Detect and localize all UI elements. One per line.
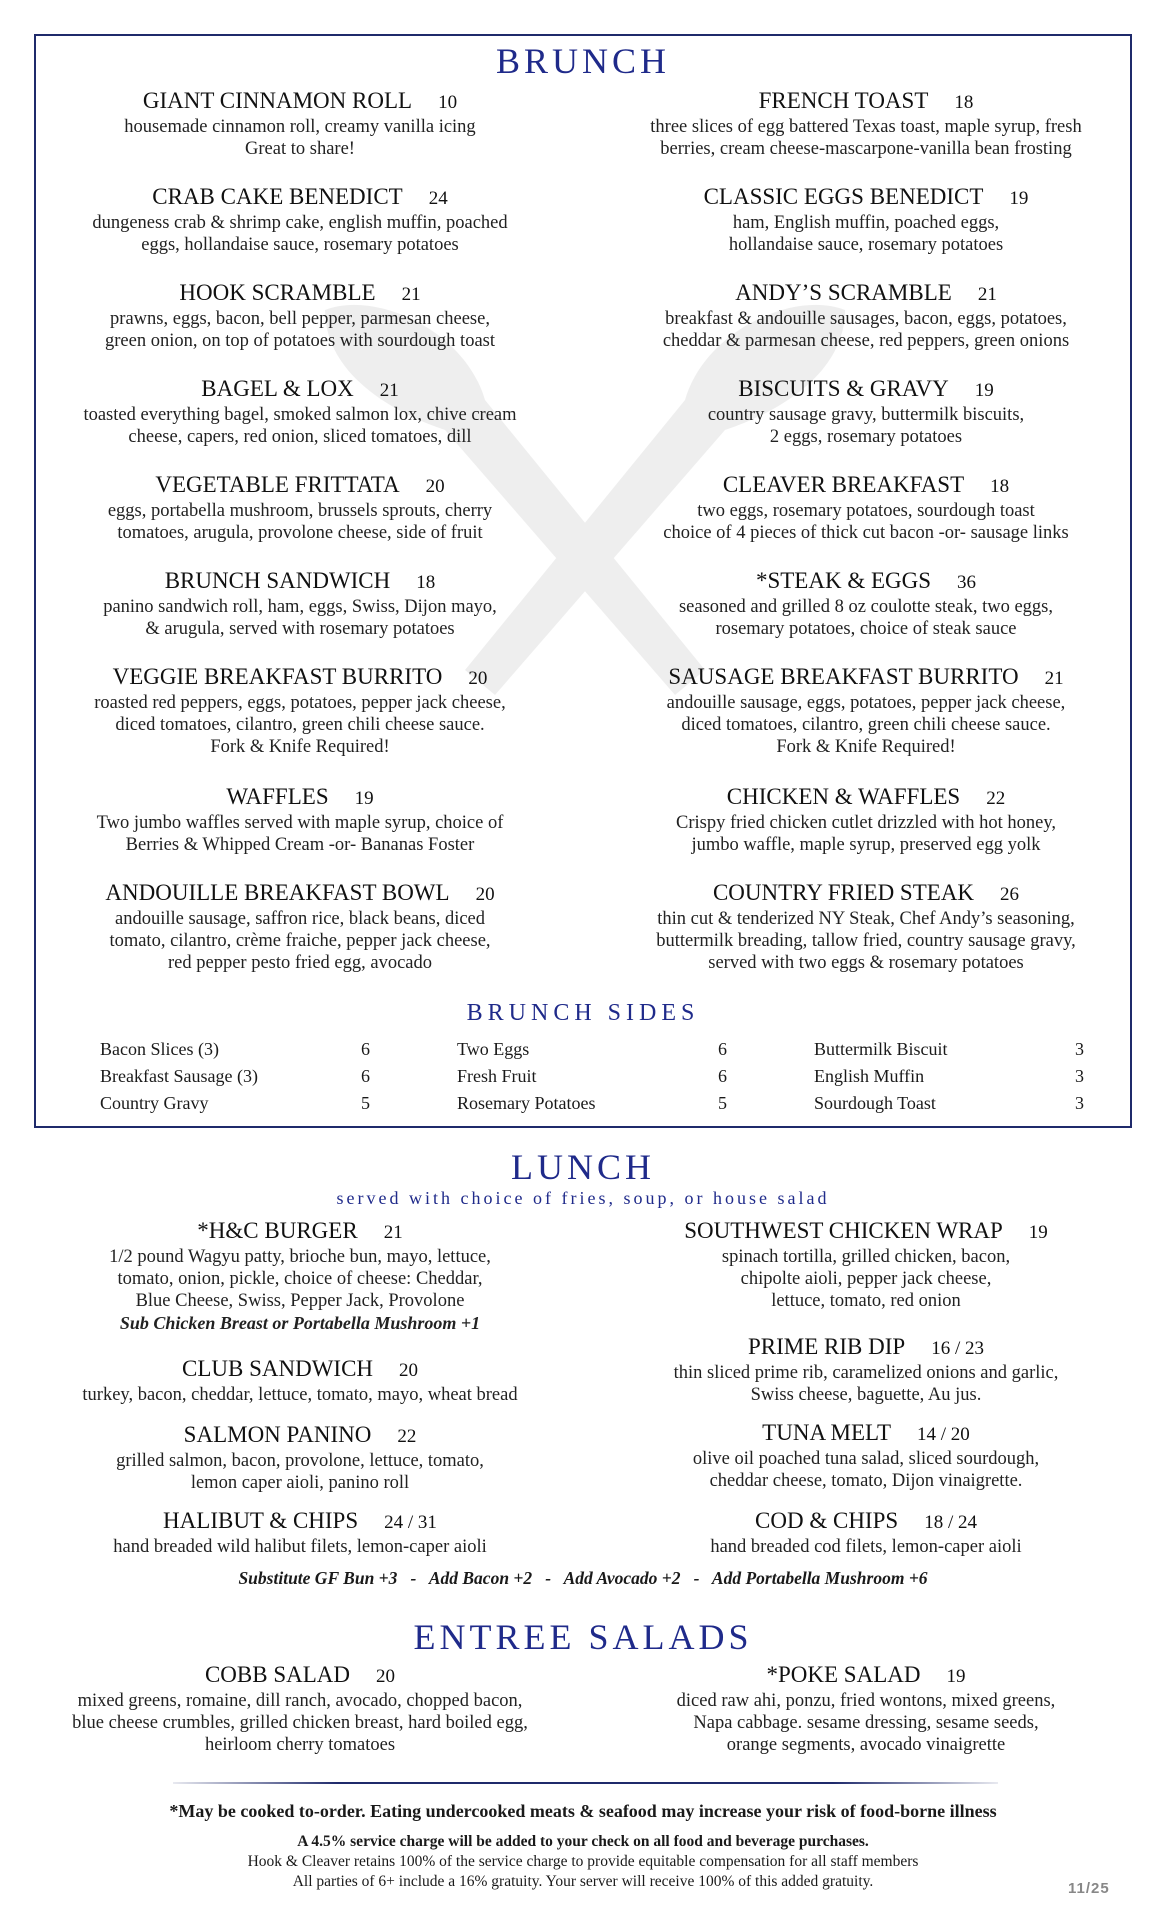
menu-item-name: VEGETABLE FRITTATA xyxy=(155,472,400,497)
menu-item-description: lettuce, tomato, red onion xyxy=(771,1291,961,1311)
side-item xyxy=(814,1036,1084,1063)
menu-item-description: Napa cabbage. sesame dressing, sesame seeds, xyxy=(693,1713,1039,1733)
menu-item-description: tomatoes, arugula, provolone cheese, side of fruit xyxy=(117,523,483,543)
menu-item-description: hand breaded wild halibut filets, lemon-caper aioli xyxy=(113,1537,487,1557)
menu-item-price: 20 xyxy=(425,476,445,497)
menu-item-description: diced tomatoes, cilantro, green chili cheese sauce. xyxy=(115,715,485,735)
menu-item-price: 18 xyxy=(954,92,974,113)
menu-item-description: cheddar cheese, tomato, Dijon vinaigrette. xyxy=(709,1471,1023,1491)
side-item-name: Two Eggs xyxy=(457,1039,530,1059)
menu-item xyxy=(596,184,1136,256)
gratuity-line: All parties of 6+ include a 16% gratuity. Your server will receive 100% of this added gratuity. xyxy=(292,1873,874,1890)
menu-item-price: 20 xyxy=(399,1360,419,1381)
menu-item-price: 19 xyxy=(946,1666,966,1687)
menu-item xyxy=(596,1218,1136,1312)
menu-item xyxy=(30,1218,570,1334)
menu-item-price: 21 xyxy=(1044,668,1064,689)
menu-item xyxy=(596,784,1136,856)
menu-item-description: Fork & Knife Required! xyxy=(776,737,956,757)
menu-item-name: COUNTRY FRIED STEAK xyxy=(712,880,975,905)
menu-item-description: ham, English muffin, poached eggs, xyxy=(732,213,1000,233)
menu-item-description: served with two eggs & rosemary potatoes xyxy=(708,953,1024,973)
side-item-price: 6 xyxy=(361,1066,370,1086)
menu-item-name: *H&C BURGER xyxy=(197,1218,358,1243)
service-charge-notice xyxy=(0,1832,1166,1892)
menu-item-description: two eggs, rosemary potatoes, sourdough toast xyxy=(697,501,1035,521)
menu-item-name: SALMON PANINO xyxy=(183,1422,372,1447)
menu-item-description: red pepper pesto fried egg, avocado xyxy=(167,953,433,973)
menu-item-description: diced raw ahi, ponzu, fried wontons, mixed greens, xyxy=(676,1691,1056,1711)
menu-item-price: 21 xyxy=(401,284,421,305)
side-item xyxy=(814,1090,1084,1117)
side-item-name: Rosemary Potatoes xyxy=(457,1093,596,1113)
menu-item-name: BISCUITS & GRAVY xyxy=(738,376,949,401)
menu-item-description: eggs, portabella mushroom, brussels sprouts, cherry xyxy=(107,501,493,521)
menu-item-price: 10 xyxy=(438,92,458,113)
side-item-price: 5 xyxy=(718,1093,727,1113)
side-item xyxy=(814,1063,1084,1090)
menu-item-description: jumbo waffle, maple syrup, preserved egg yolk xyxy=(691,835,1041,855)
menu-item-price: 21 xyxy=(379,380,399,401)
footer-divider xyxy=(173,1782,998,1784)
menu-item-description: toasted everything bagel, smoked salmon lox, chive cream xyxy=(83,405,517,425)
menu-item-price: 18 / 24 xyxy=(924,1512,977,1533)
entree-salads-title: ENTREE SALADS xyxy=(413,1617,753,1657)
menu-item-description: olive oil poached tuna salad, sliced sourdough, xyxy=(692,1449,1040,1469)
menu-item-name: FRENCH TOAST xyxy=(758,88,929,113)
lunch-addons: Substitute GF Bun +3 - Add Bacon +2 - Add Avocado +2 - Add Portabella Mushroom +6 xyxy=(238,1568,928,1588)
menu-item-name: CRAB CAKE BENEDICT xyxy=(152,184,403,209)
menu-item-description: hand breaded cod filets, lemon-caper aioli xyxy=(710,1537,1022,1557)
menu-item-description: spinach tortilla, grilled chicken, bacon, xyxy=(721,1247,1011,1267)
brunch-title: BRUNCH xyxy=(495,41,671,81)
menu-item-price: 21 xyxy=(977,284,997,305)
menu-item-description: heirloom cherry tomatoes xyxy=(204,1735,396,1755)
menu-item xyxy=(596,664,1136,758)
side-item-name: Country Gravy xyxy=(100,1093,209,1113)
menu-item-note: Sub Chicken Breast or Portabella Mushroom +1 xyxy=(119,1313,481,1333)
menu-item-name: HALIBUT & CHIPS xyxy=(163,1508,359,1533)
menu-item-name: VEGGIE BREAKFAST BURRITO xyxy=(112,664,443,689)
menu-item-price: 20 xyxy=(475,884,495,905)
menu-item-price: 24 / 31 xyxy=(384,1512,437,1533)
menu-item-price: 20 xyxy=(468,668,488,689)
menu-item-description: prawns, eggs, bacon, bell pepper, parmesan cheese, xyxy=(110,309,490,329)
menu-item-description: chipolte aioli, pepper jack cheese, xyxy=(740,1269,992,1289)
side-item-price: 3 xyxy=(1075,1093,1084,1113)
menu-item-description: andouille sausage, saffron rice, black beans, diced xyxy=(114,909,486,929)
menu-item xyxy=(30,784,570,856)
menu-item-description: breakfast & andouille sausages, bacon, eggs, potatoes, xyxy=(665,309,1067,329)
service-charge-line-2: Hook & Cleaver retains 100% of the service charge to provide equitable compensation for all staff members xyxy=(247,1853,919,1870)
menu-item-description: green onion, on top of potatoes with sourdough toast xyxy=(105,331,495,351)
menu-item-price: 36 xyxy=(957,572,977,593)
menu-item xyxy=(596,1334,1136,1406)
menu-item-description: mixed greens, romaine, dill ranch, avocado, chopped bacon, xyxy=(77,1691,523,1711)
menu-item-name: CLUB SANDWICH xyxy=(181,1356,374,1381)
side-item xyxy=(100,1063,370,1090)
menu-item-name: CLEAVER BREAKFAST xyxy=(722,472,965,497)
menu-item-description: lemon caper aioli, panino roll xyxy=(190,1473,410,1493)
menu-item-price: 19 xyxy=(354,788,374,809)
side-item xyxy=(457,1090,727,1117)
sides-column xyxy=(100,1036,370,1117)
menu-item-name: TUNA MELT xyxy=(762,1420,892,1445)
lunch-title: LUNCH xyxy=(511,1147,655,1187)
menu-item-name: ANDY’S SCRAMBLE xyxy=(735,280,952,305)
menu-item-description: Fork & Knife Required! xyxy=(210,737,390,757)
menu-item xyxy=(30,664,570,758)
menu-item xyxy=(596,280,1136,352)
menu-item-name: COD & CHIPS xyxy=(755,1508,899,1533)
menu-item-description: dungeness crab & shrimp cake, english muffin, poached xyxy=(92,213,508,233)
menu-item-price: 19 xyxy=(974,380,994,401)
menu-item-description: & arugula, served with rosemary potatoes xyxy=(145,619,455,639)
menu-item-description: Two jumbo waffles served with maple syrup, choice of xyxy=(96,813,504,833)
menu-item xyxy=(30,472,570,544)
menu-item xyxy=(30,184,570,256)
menu-item-price: 14 / 20 xyxy=(917,1424,970,1445)
menu-item-name: SAUSAGE BREAKFAST BURRITO xyxy=(668,664,1019,689)
side-item xyxy=(457,1063,727,1090)
menu-item xyxy=(30,568,570,640)
menu-item xyxy=(30,880,570,974)
menu-item-price: 19 xyxy=(1009,188,1029,209)
menu-item-description: Blue Cheese, Swiss, Pepper Jack, Provolone xyxy=(135,1291,465,1311)
menu-item-description: tomato, onion, pickle, choice of cheese: Cheddar, xyxy=(117,1269,483,1289)
menu-item xyxy=(596,568,1136,640)
sides-column xyxy=(457,1036,727,1117)
menu-item-name: BRUNCH SANDWICH xyxy=(164,568,391,593)
menu-item-description: choice of 4 pieces of thick cut bacon -or- sausage links xyxy=(663,523,1069,543)
menu-item-description: 2 eggs, rosemary potatoes xyxy=(769,427,963,447)
menu-item xyxy=(30,1508,570,1558)
menu-item xyxy=(30,88,570,160)
side-item xyxy=(457,1036,727,1063)
menu-item-description: 1/2 pound Wagyu patty, brioche bun, mayo, lettuce, xyxy=(109,1247,491,1267)
menu-item-price: 18 xyxy=(416,572,436,593)
menu-item-name: GIANT CINNAMON ROLL xyxy=(142,88,413,113)
menu-item-price: 24 xyxy=(428,188,448,209)
menu-item-name: PRIME RIB DIP xyxy=(748,1334,906,1359)
menu-item-price: 22 xyxy=(986,788,1006,809)
side-item-price: 3 xyxy=(1075,1039,1084,1059)
menu-item xyxy=(30,1662,570,1756)
lunch-subtitle: served with choice of fries, soup, or house salad xyxy=(336,1188,830,1208)
menu-item-name: *POKE SALAD xyxy=(766,1662,921,1687)
menu-item-description: three slices of egg battered Texas toast, maple syrup, fresh xyxy=(650,117,1082,137)
side-item-price: 6 xyxy=(718,1066,727,1086)
food-safety-warning: *May be cooked to-order. Eating undercooked meats & seafood may increase your risk of food-borne illness xyxy=(169,1801,997,1821)
menu-item-description: Great to share! xyxy=(245,139,355,159)
side-item xyxy=(100,1036,370,1063)
brunch-sides-title: BRUNCH SIDES xyxy=(466,1000,700,1026)
menu-item-description: Crispy fried chicken cutlet drizzled with hot honey, xyxy=(676,813,1056,833)
menu-item-description: grilled salmon, bacon, provolone, lettuce, tomato, xyxy=(116,1451,484,1471)
side-item-price: 6 xyxy=(361,1039,370,1059)
menu-item-description: diced tomatoes, cilantro, green chili cheese sauce. xyxy=(681,715,1051,735)
menu-item-price: 22 xyxy=(397,1426,417,1447)
menu-item-price: 16 / 23 xyxy=(931,1338,984,1359)
sides-column xyxy=(814,1036,1084,1117)
side-item-price: 5 xyxy=(361,1093,370,1113)
menu-item-name: *STEAK & EGGS xyxy=(755,568,932,593)
menu-item-name: CLASSIC EGGS BENEDICT xyxy=(703,184,984,209)
menu-item xyxy=(596,1508,1136,1558)
menu-item-price: 26 xyxy=(1000,884,1020,905)
menu-item-description: orange segments, avocado vinaigrette xyxy=(726,1735,1006,1755)
menu-item-description: eggs, hollandaise sauce, rosemary potatoes xyxy=(141,235,459,255)
menu-item-description: housemade cinnamon roll, creamy vanilla icing xyxy=(124,117,476,137)
menu-item xyxy=(30,1422,570,1494)
side-item-name: Buttermilk Biscuit xyxy=(814,1039,948,1059)
menu-item-name: WAFFLES xyxy=(226,784,329,809)
side-item-name: Sourdough Toast xyxy=(814,1093,936,1113)
menu-item-description: roasted red peppers, eggs, potatoes, pepper jack cheese, xyxy=(94,693,506,713)
side-item-name: English Muffin xyxy=(814,1066,925,1086)
menu-item xyxy=(30,280,570,352)
menu-item-description: seasoned and grilled 8 oz coulotte steak, two eggs, xyxy=(678,597,1053,617)
menu-item-description: hollandaise sauce, rosemary potatoes xyxy=(728,235,1004,255)
menu-item-description: turkey, bacon, cheddar, lettuce, tomato, mayo, wheat bread xyxy=(82,1385,518,1405)
side-item-name: Fresh Fruit xyxy=(457,1066,537,1086)
side-item-price: 6 xyxy=(718,1039,727,1059)
page-number: 11/25 xyxy=(1068,1880,1110,1897)
menu-item-price: 18 xyxy=(990,476,1010,497)
menu-item-description: tomato, cilantro, crème fraiche, pepper jack cheese, xyxy=(109,931,491,951)
side-item-name: Bacon Slices (3) xyxy=(100,1039,219,1059)
menu-item-name: HOOK SCRAMBLE xyxy=(179,280,376,305)
menu-item-description: thin sliced prime rib, caramelized onions and garlic, xyxy=(673,1363,1059,1383)
menu-item-description: Berries & Whipped Cream -or- Bananas Foster xyxy=(125,835,475,855)
menu-item-name: CHICKEN & WAFFLES xyxy=(726,784,961,809)
menu-item xyxy=(596,1420,1136,1492)
menu-item-price: 19 xyxy=(1028,1222,1048,1243)
menu-item-price: 20 xyxy=(376,1666,396,1687)
menu-item xyxy=(596,376,1136,448)
menu-item-description: cheese, capers, red onion, sliced tomatoes, dill xyxy=(128,427,472,447)
menu-item xyxy=(596,880,1136,974)
menu-item-description: andouille sausage, eggs, potatoes, pepper jack cheese, xyxy=(666,693,1066,713)
side-item-price: 3 xyxy=(1075,1066,1084,1086)
menu-item xyxy=(596,88,1136,160)
menu-item-description: berries, cream cheese-mascarpone-vanilla bean frosting xyxy=(660,139,1072,159)
menu-item-description: cheddar & parmesan cheese, red peppers, green onions xyxy=(662,331,1070,351)
menu-item xyxy=(596,472,1136,544)
menu-item-name: SOUTHWEST CHICKEN WRAP xyxy=(684,1218,1003,1243)
menu-item xyxy=(596,1662,1136,1756)
menu-item-price: 21 xyxy=(383,1222,403,1243)
menu-item-description: rosemary potatoes, choice of steak sauce xyxy=(715,619,1017,639)
side-item-name: Breakfast Sausage (3) xyxy=(100,1066,258,1086)
menu-item-description: thin cut & tenderized NY Steak, Chef Andy’s seasoning, xyxy=(657,909,1075,929)
menu-item xyxy=(30,1356,570,1406)
service-charge-line-1: A 4.5% service charge will be added to your check on all food and beverage purchases. xyxy=(297,1833,869,1850)
menu-item-description: country sausage gravy, buttermilk biscuits, xyxy=(707,405,1025,425)
menu-item-name: COBB SALAD xyxy=(204,1662,351,1687)
menu-item-description: blue cheese crumbles, grilled chicken breast, hard boiled egg, xyxy=(72,1713,528,1733)
menu-item-name: ANDOUILLE BREAKFAST BOWL xyxy=(105,880,450,905)
menu-item-description: panino sandwich roll, ham, eggs, Swiss, Dijon mayo, xyxy=(103,597,497,617)
menu-item-description: buttermilk breading, tallow fried, country sausage gravy, xyxy=(656,931,1076,951)
menu-item-description: Swiss cheese, baguette, Au jus. xyxy=(750,1385,982,1405)
menu-item-name: BAGEL & LOX xyxy=(201,376,354,401)
menu-item xyxy=(30,376,570,448)
side-item xyxy=(100,1090,370,1117)
